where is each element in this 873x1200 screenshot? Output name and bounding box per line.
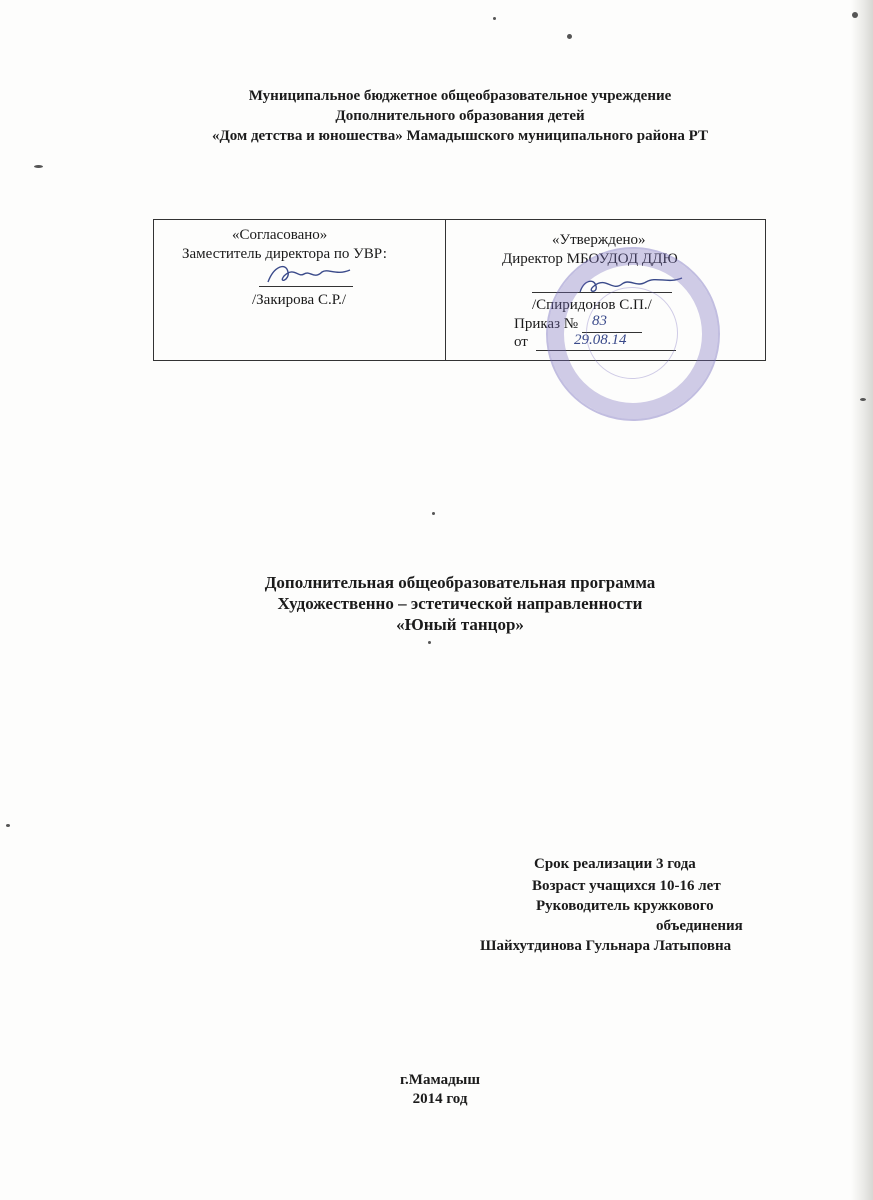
institution-header <box>120 86 800 146</box>
scan-edge <box>851 0 873 1200</box>
official-stamp <box>546 247 720 421</box>
head-line-1: Руководитель кружкового <box>536 898 714 914</box>
scan-speck <box>860 398 866 401</box>
stamp-inner-ring <box>586 287 678 379</box>
scan-speck <box>428 641 431 644</box>
approved-name: /Спиридонов С.П./ <box>532 297 652 313</box>
header-line-3: «Дом детства и юношества» Мамадышского муниципального района РТ <box>211 128 709 144</box>
program-title <box>120 572 800 635</box>
agreed-signature <box>264 258 354 288</box>
agreed-title: «Согласовано» <box>232 227 328 243</box>
age-text: Возраст учащихся 10-16 лет <box>532 878 721 894</box>
date-label: от <box>514 334 528 350</box>
footer <box>320 1071 560 1109</box>
scan-speck <box>852 12 858 18</box>
city: г.Мамадыш <box>399 1072 481 1088</box>
order-label: Приказ № <box>514 316 579 332</box>
program-line-3: «Юный танцор» <box>396 615 524 634</box>
head-name: Шайхутдинова Гульнара Латыповна <box>480 938 732 954</box>
date-value: 29.08.14 <box>574 332 627 348</box>
header-line-2: Дополнительного образования детей <box>335 108 585 124</box>
program-line-1: Дополнительная общеобразовательная программа <box>264 573 656 592</box>
scan-speck <box>493 17 496 20</box>
scan-speck <box>567 34 572 39</box>
header-line-1: Муниципальное бюджетное общеобразовательное учреждение <box>248 88 672 104</box>
scan-speck <box>34 165 43 168</box>
program-line-2: Художественно – эстетической направленности <box>277 594 643 613</box>
term-text: Срок реализации 3 года <box>534 856 696 872</box>
year: 2014 год <box>412 1091 468 1107</box>
approved-position: Директор МБОУДОД ДДЮ <box>502 251 678 267</box>
scan-speck <box>6 824 10 827</box>
approved-title: «Утверждено» <box>552 232 646 248</box>
agreed-name: /Закирова С.Р./ <box>252 292 347 308</box>
agreed-cell <box>154 220 446 360</box>
agreed-position: Заместитель директора по УВР: <box>182 246 387 262</box>
scan-speck <box>432 512 435 515</box>
head-line-2: объединения <box>656 918 743 934</box>
order-number: 83 <box>592 313 607 329</box>
